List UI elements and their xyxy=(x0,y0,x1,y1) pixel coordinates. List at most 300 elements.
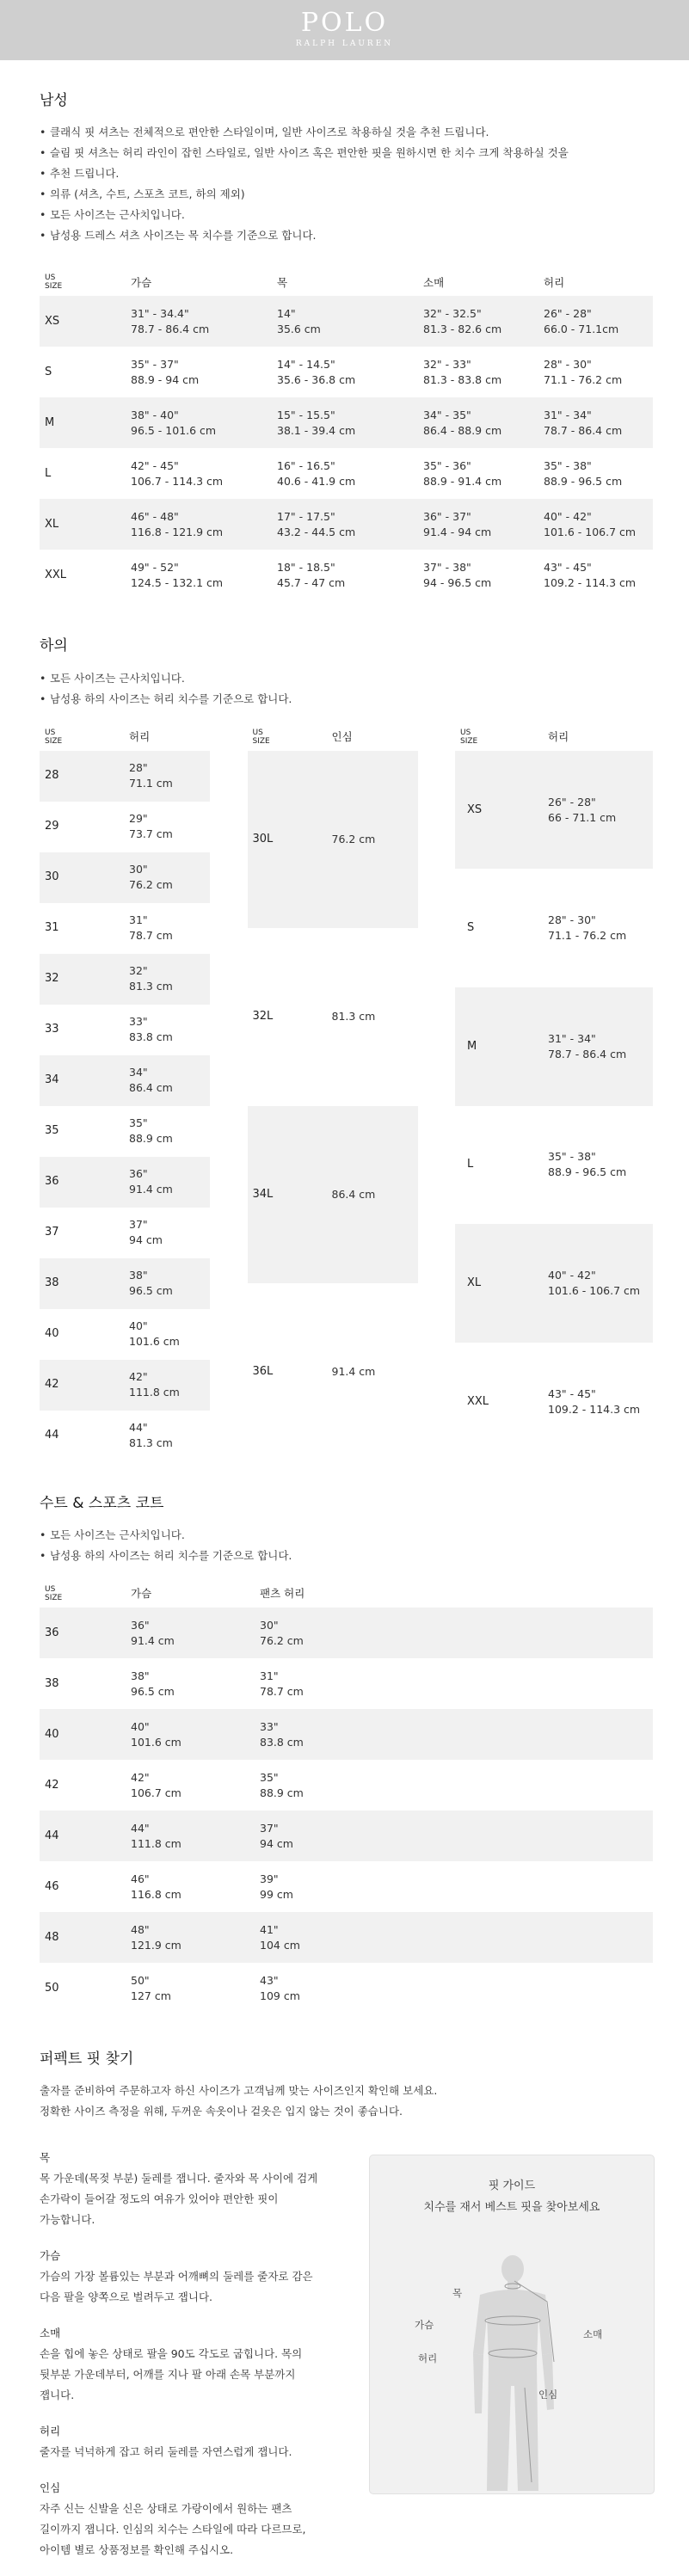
size-cell: XXL xyxy=(45,568,67,581)
pants-waist-cell-cm: 78.7 cm xyxy=(260,1684,304,1698)
pants-waist-cell xyxy=(255,1658,653,1709)
size-cell: 32 xyxy=(40,954,124,1005)
waist-cell-inch: 43" - 45" xyxy=(548,1386,596,1400)
chest-cell-cm: 96.5 - 101.6 cm xyxy=(131,423,217,437)
chest-cell xyxy=(126,1658,255,1709)
waist-cell xyxy=(543,1224,653,1343)
neck-cell-cm: 43.2 - 44.5 cm xyxy=(277,525,356,538)
waist-cell xyxy=(543,1106,653,1225)
chest-cell xyxy=(126,499,272,550)
pants-waist-cell-cm: 99 cm xyxy=(260,1887,293,1901)
waist-cell xyxy=(543,1343,653,1461)
suits-size-table xyxy=(40,1580,653,2013)
chest-cell-inch: 49" - 52" xyxy=(131,560,179,574)
waist-cell-inch: 34" xyxy=(129,1066,148,1079)
waist-cell-inch: 31" - 34" xyxy=(544,408,592,421)
waist-cell-inch: 28" - 30" xyxy=(544,357,592,371)
chest-cell xyxy=(126,448,272,499)
sleeve-cell-cm: 86.4 - 88.9 cm xyxy=(423,423,502,437)
size-cell: 42 xyxy=(40,1360,124,1411)
waist-cell xyxy=(543,987,653,1106)
size-cell: S xyxy=(467,921,475,935)
fit-item-desc: 가슴의 가장 볼륨있는 부분과 어깨뼈의 둘레를 줄자로 감은 xyxy=(40,2270,313,2284)
col-header-pants-waist: 팬츠 허리 xyxy=(260,1587,305,1601)
col-header-neck: 목 xyxy=(277,275,288,289)
note-continuation: • 추천 드립니다. xyxy=(40,163,655,184)
waist-cell-inch: 28" xyxy=(129,761,148,775)
mens-size-table xyxy=(40,268,653,600)
waist-cell-cm: 78.7 - 86.4 cm xyxy=(544,423,623,437)
neck-cell-inch: 15" - 15.5" xyxy=(277,408,335,421)
waist-cell xyxy=(538,296,653,347)
size-cell: 46 xyxy=(45,1879,59,1893)
chest-cell xyxy=(126,296,272,347)
chest-cell-cm: 124.5 - 132.1 cm xyxy=(131,575,224,589)
table-row xyxy=(40,550,653,600)
size-cell: 35 xyxy=(45,1124,59,1138)
neck-cell-inch: 14" xyxy=(277,306,296,320)
waist-cell xyxy=(124,1309,210,1360)
mens-notes xyxy=(40,122,655,246)
col-header-waist: 허리 xyxy=(548,730,569,743)
waist-cell-inch: 43" - 45" xyxy=(544,560,592,574)
fit-item xyxy=(40,2478,341,2561)
pants-waist-cell-inch: 39" xyxy=(260,1872,279,1885)
sleeve-cell xyxy=(418,448,538,499)
waist-cell xyxy=(543,869,653,987)
chest-cell-inch: 42" - 45" xyxy=(131,458,179,472)
note: • 슬림 핏 셔츠는 허리 라인이 잡힌 스타일로, 일반 사이즈 혹은 편안한 핏을 원하시면 한 치수 크게 착용하실 것을 xyxy=(40,143,655,163)
neck-cell-cm: 40.6 - 41.9 cm xyxy=(277,474,356,488)
inseam-cell: 86.4 cm xyxy=(327,1106,418,1284)
size-cell: L xyxy=(467,1158,474,1171)
fit-intro xyxy=(40,2081,655,2122)
chest-cell-cm: 78.7 - 86.4 cm xyxy=(131,322,210,335)
waist-cell-cm: 86.4 cm xyxy=(129,1081,173,1095)
waist-cell-cm: 78.7 cm xyxy=(129,929,173,943)
chest-cell-inch: 44" xyxy=(131,1821,150,1835)
waist-cell xyxy=(538,499,653,550)
neck-cell xyxy=(272,448,418,499)
fit-item-title: 인심 xyxy=(40,2481,61,2495)
chest-cell-inch: 35" - 37" xyxy=(131,357,179,371)
size-cell: 36L xyxy=(252,1365,274,1379)
fit-item-title: 허리 xyxy=(40,2425,61,2438)
pants-waist-cell-cm: 88.9 cm xyxy=(260,1786,304,1799)
waist-cell-cm: 71.1 - 76.2 cm xyxy=(544,372,623,386)
waist-cell-inch: 26" - 28" xyxy=(544,306,592,320)
table-row xyxy=(40,1912,653,1963)
waist-cell-cm: 94 cm xyxy=(129,1233,163,1247)
col-header-waist: 허리 xyxy=(129,730,151,743)
waist-cell xyxy=(124,1157,210,1208)
size-cell: XL xyxy=(455,1224,543,1343)
size-cell: XXL xyxy=(467,1394,489,1408)
waist-cell-cm: 76.2 cm xyxy=(129,878,173,892)
neck-cell xyxy=(272,397,418,448)
chest-cell-cm: 91.4 cm xyxy=(131,1633,175,1647)
fit-item-desc: 자주 신는 신발을 신은 상태로 가랑이에서 원하는 팬츠 xyxy=(40,2502,292,2516)
section-title-fit: 퍼펙트 핏 찾기 xyxy=(40,2050,134,2069)
table-row xyxy=(455,1224,653,1343)
waist-cell-cm: 88.9 cm xyxy=(129,1132,173,1146)
table-row xyxy=(40,1760,653,1811)
waist-cell-inch: 33" xyxy=(129,1015,148,1029)
table-row xyxy=(40,1309,210,1360)
waist-cell-cm: 83.8 cm xyxy=(129,1030,173,1044)
size-cell: 30L xyxy=(248,751,327,929)
size-cell: 31 xyxy=(45,921,59,935)
size-cell: 28 xyxy=(40,751,124,802)
chest-cell xyxy=(126,347,272,397)
sleeve-cell-inch: 36" - 37" xyxy=(423,509,471,523)
size-cell: XS xyxy=(40,296,126,347)
waist-cell-inch: 31" - 34" xyxy=(548,1031,596,1045)
table-row xyxy=(455,1106,653,1225)
brand-logo[interactable]: POLO xyxy=(300,7,389,38)
waist-cell xyxy=(124,751,210,802)
waist-cell-cm: 91.4 cm xyxy=(129,1183,173,1196)
pants-waist-cell xyxy=(255,1912,653,1963)
chest-cell-cm: 88.9 - 94 cm xyxy=(131,372,200,386)
chest-cell xyxy=(126,397,272,448)
size-cell: 38 xyxy=(40,1258,124,1309)
chest-cell xyxy=(126,1811,255,1861)
chest-cell-cm: 111.8 cm xyxy=(131,1836,181,1850)
fit-intro-line: 정확한 사이즈 측정을 위해, 두꺼운 속옷이나 겉옷은 입지 않는 것이 좋습니다. xyxy=(40,2105,403,2118)
fit-item-desc: 줄자를 넉넉하게 잡고 허리 둘레를 자연스럽게 잽니다. xyxy=(40,2445,292,2459)
table-row xyxy=(40,499,653,550)
col-header-us-size: US SIZE xyxy=(252,728,270,746)
sleeve-cell-inch: 34" - 35" xyxy=(423,408,471,421)
chest-cell-inch: 46" xyxy=(131,1872,150,1885)
waist-cell xyxy=(124,1005,210,1055)
waist-cell-cm: 66.0 - 71.1cm xyxy=(544,322,619,335)
table-row xyxy=(455,1343,653,1461)
table-row xyxy=(248,751,418,929)
waist-cell-cm: 81.3 cm xyxy=(129,980,173,993)
col-header-chest: 가슴 xyxy=(131,275,152,289)
table-row xyxy=(40,1208,210,1258)
waist-cell-inch: 38" xyxy=(129,1269,148,1282)
size-cell: 48 xyxy=(40,1912,126,1963)
table-row xyxy=(40,903,210,954)
fit-item-desc: 손을 힙에 놓은 상태로 팔을 90도 각도로 굽힙니다. 목의 xyxy=(40,2347,303,2361)
waist-cell xyxy=(124,852,210,903)
table-row xyxy=(40,1005,210,1055)
table-row xyxy=(40,1055,210,1106)
size-guide-content xyxy=(0,60,689,2576)
waist-cell-inch: 29" xyxy=(129,812,148,826)
waist-cell-inch: 36" xyxy=(129,1167,148,1181)
sleeve-cell xyxy=(418,347,538,397)
inseam-cell: 91.4 cm xyxy=(331,1365,376,1379)
pants-waist-cell-cm: 104 cm xyxy=(260,1938,300,1952)
waist-cell xyxy=(124,1106,210,1157)
table-row xyxy=(455,987,653,1106)
waist-cell xyxy=(124,1055,210,1106)
waist-cell xyxy=(124,903,210,954)
chest-cell-cm: 101.6 cm xyxy=(131,1735,181,1749)
table-row xyxy=(40,1258,210,1309)
sleeve-cell-cm: 81.3 - 83.8 cm xyxy=(423,372,502,386)
waist-cell-inch: 40" - 42" xyxy=(544,509,592,523)
pants-waist-cell-cm: 109 cm xyxy=(260,1989,300,2002)
waist-cell-inch: 35" - 38" xyxy=(548,1150,596,1164)
chest-cell-cm: 116.8 cm xyxy=(131,1887,181,1901)
col-header-us-size: US SIZE xyxy=(460,728,478,746)
neck-cell xyxy=(272,296,418,347)
table-row xyxy=(40,1963,653,2013)
table-row xyxy=(40,1861,653,1912)
inseam-cell: 81.3 cm xyxy=(331,1010,376,1024)
pants-waist-cell-cm: 83.8 cm xyxy=(260,1735,304,1749)
size-cell: L xyxy=(45,466,52,480)
table-row xyxy=(40,954,210,1005)
pants-waist-cell-cm: 76.2 cm xyxy=(260,1633,304,1647)
waist-cell-inch: 37" xyxy=(129,1218,148,1232)
chest-cell-cm: 106.7 cm xyxy=(131,1786,181,1799)
sleeve-cell xyxy=(418,499,538,550)
note: • 클래식 핏 셔츠는 전체적으로 편안한 스타일이며, 일반 사이즈로 착용하실 것을 추천 드립니다. xyxy=(40,122,655,143)
neck-cell-cm: 38.1 - 39.4 cm xyxy=(277,423,356,437)
waist-cell-cm: 71.1 cm xyxy=(129,777,173,790)
table-row xyxy=(40,802,210,852)
waist-cell-cm: 96.5 cm xyxy=(129,1284,173,1298)
sleeve-cell-inch: 37" - 38" xyxy=(423,560,471,574)
waist-cell xyxy=(543,751,653,870)
pants-waist-cell xyxy=(255,1811,653,1861)
chest-cell-inch: 42" xyxy=(131,1770,150,1784)
table-row xyxy=(248,1283,418,1461)
section-title-suits: 수트 & 스포츠 코트 xyxy=(40,1494,164,1512)
col-header-us-size: US SIZE xyxy=(45,728,63,746)
table-row xyxy=(248,1106,418,1284)
neck-cell-cm: 35.6 - 36.8 cm xyxy=(277,372,356,386)
pants-waist-cell-inch: 30" xyxy=(260,1618,279,1632)
neck-cell-cm: 45.7 - 47 cm xyxy=(277,575,346,589)
waist-cell xyxy=(538,397,653,448)
waist-cell-inch: 40" xyxy=(129,1319,148,1333)
col-header-waist: 허리 xyxy=(544,275,565,289)
note: • 남성용 하의 사이즈는 허리 치수를 기준으로 합니다. xyxy=(40,1546,655,1566)
inseam-cell: 76.2 cm xyxy=(327,751,418,929)
size-cell: 36 xyxy=(40,1608,126,1658)
waist-cell xyxy=(538,448,653,499)
size-cell: M xyxy=(40,397,126,448)
chest-cell-cm: 127 cm xyxy=(131,1989,171,2002)
size-cell: 44 xyxy=(45,1429,59,1442)
pants-waist-cell xyxy=(255,1709,653,1760)
pants-waist-cell xyxy=(255,1861,653,1912)
fit-guide-subtitle: 치수를 재서 베스트 핏을 찾아보세요 xyxy=(423,2200,600,2214)
fit-item xyxy=(40,2323,341,2406)
fit-item-title: 가슴 xyxy=(40,2249,61,2263)
size-cell: 40 xyxy=(40,1709,126,1760)
waist-cell-cm: 101.6 cm xyxy=(129,1335,180,1349)
table-row xyxy=(40,448,653,499)
neck-cell-inch: 17" - 17.5" xyxy=(277,509,335,523)
fit-item-title: 목 xyxy=(40,2151,51,2165)
pants-waist-cell xyxy=(255,1608,653,1658)
table-row xyxy=(40,1411,210,1461)
waist-cell-cm: 81.3 cm xyxy=(129,1436,173,1450)
sleeve-cell-inch: 32" - 32.5" xyxy=(423,306,482,320)
fit-item-desc: 길이까지 잽니다. 인심의 치수는 스타일에 따라 다르므로, xyxy=(40,2523,306,2536)
size-cell: 34 xyxy=(40,1055,124,1106)
fit-item-desc: 잽니다. xyxy=(40,2388,75,2402)
fit-item xyxy=(40,2246,341,2308)
chest-cell-cm: 121.9 cm xyxy=(131,1938,181,1952)
note: • 모든 사이즈는 근사치입니다. xyxy=(40,1525,655,1546)
col-header-inseam: 인심 xyxy=(331,730,353,743)
size-cell: M xyxy=(455,987,543,1106)
col-header-sleeve: 소매 xyxy=(423,275,445,289)
bottoms-inseam-table xyxy=(248,723,418,1461)
pants-waist-cell-inch: 35" xyxy=(260,1770,279,1784)
table-row xyxy=(40,1360,210,1411)
guide-label-chest: 가슴 xyxy=(415,2319,434,2332)
waist-cell-inch: 30" xyxy=(129,863,148,876)
guide-label-inseam: 인심 xyxy=(538,2388,558,2401)
note: • 남성용 드레스 셔츠 사이즈는 목 치수를 기준으로 합니다. xyxy=(40,225,655,246)
size-cell: 30 xyxy=(40,852,124,903)
size-cell: 33 xyxy=(45,1023,59,1036)
pants-waist-cell xyxy=(255,1760,653,1811)
sleeve-cell-inch: 32" - 33" xyxy=(423,357,471,371)
waist-cell xyxy=(124,1208,210,1258)
pants-waist-cell-inch: 37" xyxy=(260,1821,279,1835)
brand-logo-subtitle: RALPH LAUREN xyxy=(295,39,394,48)
size-cell: S xyxy=(45,365,52,378)
sleeve-cell-cm: 91.4 - 94 cm xyxy=(423,525,492,538)
fit-item-desc: 가능합니다. xyxy=(40,2213,95,2227)
waist-cell-inch: 44" xyxy=(129,1421,148,1435)
note: • 모든 사이즈는 근사치입니다. xyxy=(40,668,655,689)
waist-cell-cm: 73.7 cm xyxy=(129,827,173,841)
table-row xyxy=(40,1157,210,1208)
size-cell: XL xyxy=(40,499,126,550)
col-header-us-size: US SIZE xyxy=(45,1585,63,1603)
chest-cell-inch: 40" xyxy=(131,1719,150,1733)
guide-label-sleeve: 소매 xyxy=(583,2328,603,2341)
site-header xyxy=(0,0,689,60)
fit-item-desc: 목 가운데(목젖 부분) 둘레를 잽니다. 줄자와 목 사이에 검게 xyxy=(40,2172,318,2186)
bottoms-tables xyxy=(40,723,653,1461)
chest-cell xyxy=(126,1963,255,2013)
chest-cell xyxy=(126,1861,255,1912)
waist-cell-inch: 28" - 30" xyxy=(548,913,596,927)
size-cell: 38 xyxy=(45,1676,59,1690)
sleeve-cell-cm: 94 - 96.5 cm xyxy=(423,575,492,589)
waist-cell xyxy=(538,347,653,397)
chest-cell-inch: 48" xyxy=(131,1922,150,1936)
waist-cell-cm: 111.8 cm xyxy=(129,1386,180,1399)
size-cell: 36 xyxy=(40,1157,124,1208)
chest-cell xyxy=(126,1912,255,1963)
fit-item xyxy=(40,2148,341,2230)
pants-waist-cell-inch: 43" xyxy=(260,1973,279,1987)
guide-label-waist: 허리 xyxy=(418,2352,438,2365)
table-row xyxy=(40,751,210,802)
chest-cell-cm: 116.8 - 121.9 cm xyxy=(131,525,224,538)
waist-cell-inch: 35" - 38" xyxy=(544,458,592,472)
neck-cell xyxy=(272,550,418,600)
fit-guide-panel xyxy=(369,2155,655,2494)
waist-cell-cm: 109.2 - 114.3 cm xyxy=(548,1402,641,1416)
pants-waist-cell-inch: 33" xyxy=(260,1719,279,1733)
waist-cell-inch: 40" - 42" xyxy=(548,1269,596,1282)
waist-cell xyxy=(124,1411,210,1461)
fit-area xyxy=(40,2148,655,2576)
fit-item-desc: 다음 팔을 양쪽으로 벌려두고 잽니다. xyxy=(40,2290,212,2304)
sleeve-cell-inch: 35" - 36" xyxy=(423,458,471,472)
neck-cell xyxy=(272,347,418,397)
table-row xyxy=(40,1709,653,1760)
table-row xyxy=(455,869,653,987)
pants-waist-cell-cm: 94 cm xyxy=(260,1836,293,1850)
neck-cell-inch: 14" - 14.5" xyxy=(277,357,335,371)
size-cell: 50 xyxy=(45,1981,59,1995)
waist-cell-inch: 32" xyxy=(129,964,148,978)
waist-cell xyxy=(124,802,210,852)
table-row xyxy=(40,1106,210,1157)
chest-cell-inch: 38" - 40" xyxy=(131,408,179,421)
waist-cell-cm: 71.1 - 76.2 cm xyxy=(548,929,627,943)
body-silhouette-figure xyxy=(370,2233,655,2491)
waist-cell xyxy=(124,954,210,1005)
fit-item-desc: 뒷부분 가운데부터, 어깨를 지나 팔 아래 손목 부분까지 xyxy=(40,2368,296,2382)
neck-cell-cm: 35.6 cm xyxy=(277,322,321,335)
size-cell: 40 xyxy=(45,1327,59,1341)
chest-cell-inch: 36" xyxy=(131,1618,150,1632)
fit-intro-line: 출자를 준비하여 주문하고자 하신 사이즈가 고객님께 맞는 사이즈인지 확인해 보세요. xyxy=(40,2084,438,2098)
size-cell: 37 xyxy=(45,1226,59,1239)
pants-waist-cell-inch: 41" xyxy=(260,1922,279,1936)
section-title-mens: 남성 xyxy=(40,92,68,109)
table-row xyxy=(40,1811,653,1861)
table-row xyxy=(455,751,653,870)
table-row xyxy=(40,397,653,448)
bottoms-alpha-table xyxy=(455,723,653,1461)
fit-measurement-list xyxy=(40,2148,341,2576)
waist-cell xyxy=(124,1360,210,1411)
sleeve-cell xyxy=(418,550,538,600)
table-row xyxy=(248,928,418,1106)
waist-cell-cm: 101.6 - 106.7 cm xyxy=(548,1284,641,1298)
fit-item-desc: 아이템 별로 상품정보를 확인해 주십시오. xyxy=(40,2543,234,2557)
sleeve-cell xyxy=(418,397,538,448)
neck-cell-inch: 18" - 18.5" xyxy=(277,560,335,574)
pants-waist-cell xyxy=(255,1963,653,2013)
col-header-us-size: US SIZE xyxy=(45,274,63,292)
chest-cell xyxy=(126,1709,255,1760)
chest-cell-inch: 46" - 48" xyxy=(131,509,179,523)
waist-cell-cm: 88.9 - 96.5 cm xyxy=(544,474,623,488)
table-row xyxy=(40,347,653,397)
size-cell: 32L xyxy=(252,1010,274,1024)
note: • 모든 사이즈는 근사치입니다. xyxy=(40,205,655,225)
chest-cell-inch: 31" - 34.4" xyxy=(131,306,189,320)
bottoms-waist-table xyxy=(40,723,210,1461)
table-row xyxy=(40,296,653,347)
sleeve-cell-cm: 81.3 - 82.6 cm xyxy=(423,322,502,335)
chest-cell-inch: 50" xyxy=(131,1973,150,1987)
section-title-bottoms: 하의 xyxy=(40,637,68,655)
table-row xyxy=(40,1608,653,1658)
chest-cell xyxy=(126,1760,255,1811)
bottoms-notes xyxy=(40,668,655,710)
